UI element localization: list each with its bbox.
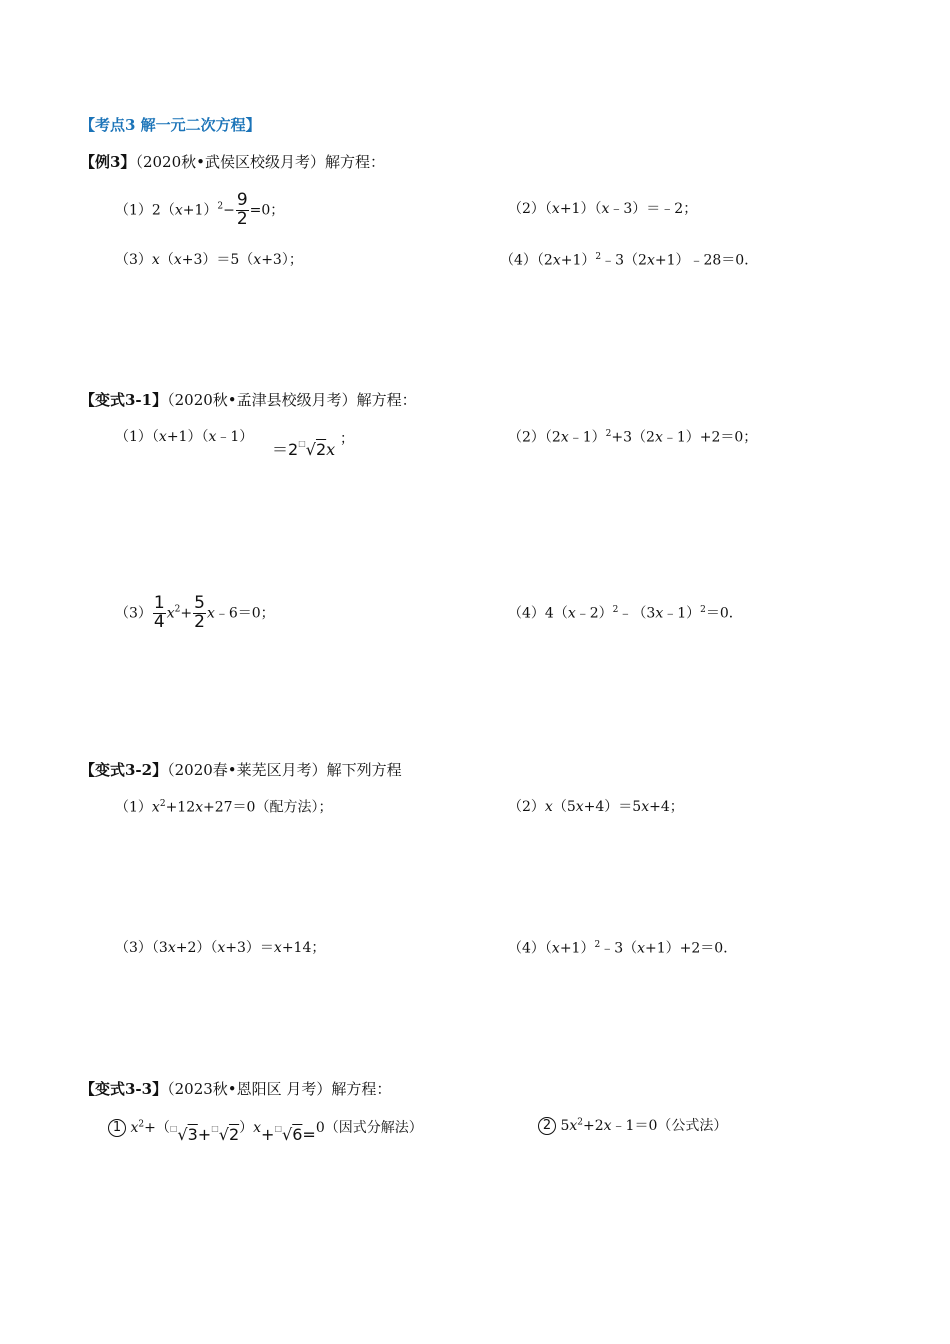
variant-3-2-heading — [80, 763, 402, 778]
fraction: $\frac{1}{4}$ — [153, 593, 165, 632]
circled-number-1: 1 — [108, 1119, 126, 1137]
ex3-problem-2: （2）（x+1）（x﹣3）＝﹣2； — [508, 201, 698, 217]
circled-number-2: 2 — [538, 1117, 556, 1135]
v2-problem-1: $(1)x^2+12x+27=0$（配方法）； — [115, 799, 333, 816]
example-3-tag: 【例3】 — [80, 153, 136, 171]
v1-problem-3: （3） $\frac{1}{4}$ $x^2+$ $\frac{5}{2}$ x﹣6＝0； — [115, 593, 275, 632]
variant-3-1-tag: 【变式3-1】 — [80, 391, 168, 409]
example-3-source: （2020秋•武侯区校级月考）解方程： — [135, 153, 385, 171]
v3-problem-1: 1 $x^2+(^□√3+^□√2)x+^□√6=0$（因式分解法） — [108, 1117, 423, 1137]
section-title: 【考点3 解一元二次方程】 — [80, 116, 261, 134]
v1-problem-4: （4）4（x﹣2）$^2$﹣（3x﹣1）$^2$＝0． — [508, 605, 743, 622]
variant-3-1-heading — [80, 393, 417, 408]
v1-problem-1-rhs: ＝2□√2x — [272, 439, 336, 459]
v2-problem-2: （2）x（5x+4）＝5x+4； — [508, 799, 684, 815]
ex3-problem-3: （3）x（x+3）＝5（x+3）； — [115, 252, 303, 268]
v3-problem-2: 2 $5x^2+2x﹣1=0$（公式法） — [538, 1117, 727, 1135]
fraction: $\frac{9}{2}$ — [236, 190, 248, 229]
variant-3-2-source: （2020春•莱芜区月考）解下列方程 — [167, 761, 402, 779]
variant-3-3-tag: 【变式3-3】 — [80, 1080, 168, 1098]
v1-problem-1-semicolon: ； — [340, 431, 354, 447]
variant-3-1-source: （2020秋•孟津县校级月考）解方程： — [167, 391, 417, 409]
v2-problem-4: $(4)(x+1)^2﹣3(x+1)+2=0$． — [508, 940, 738, 957]
variant-3-3-heading — [80, 1082, 391, 1097]
variant-3-2-tag: 【变式3-2】 — [80, 761, 168, 779]
ex3-problem-1: $(1)2(x+1)^2-$ $\frac{9}{2}$ =0； — [115, 190, 285, 229]
v1-problem-1: （1）（x+1）（x﹣1） — [115, 429, 254, 445]
fraction: $\frac{5}{2}$ — [194, 593, 205, 632]
v1-problem-2: （2）（2x﹣1）$^2$+3（2x﹣1）+2＝0； — [508, 429, 758, 446]
ex3-problem-4: $(4)(2x+1)^2﹣3(2x+1)﹣28=0$． — [500, 252, 759, 269]
example-3-heading — [80, 155, 385, 170]
variant-3-3-source: （2023秋•恩阳区 月考）解方程： — [167, 1080, 392, 1098]
v2-problem-3: （3）（3x+2）（x+3）＝x+14； — [115, 940, 326, 956]
